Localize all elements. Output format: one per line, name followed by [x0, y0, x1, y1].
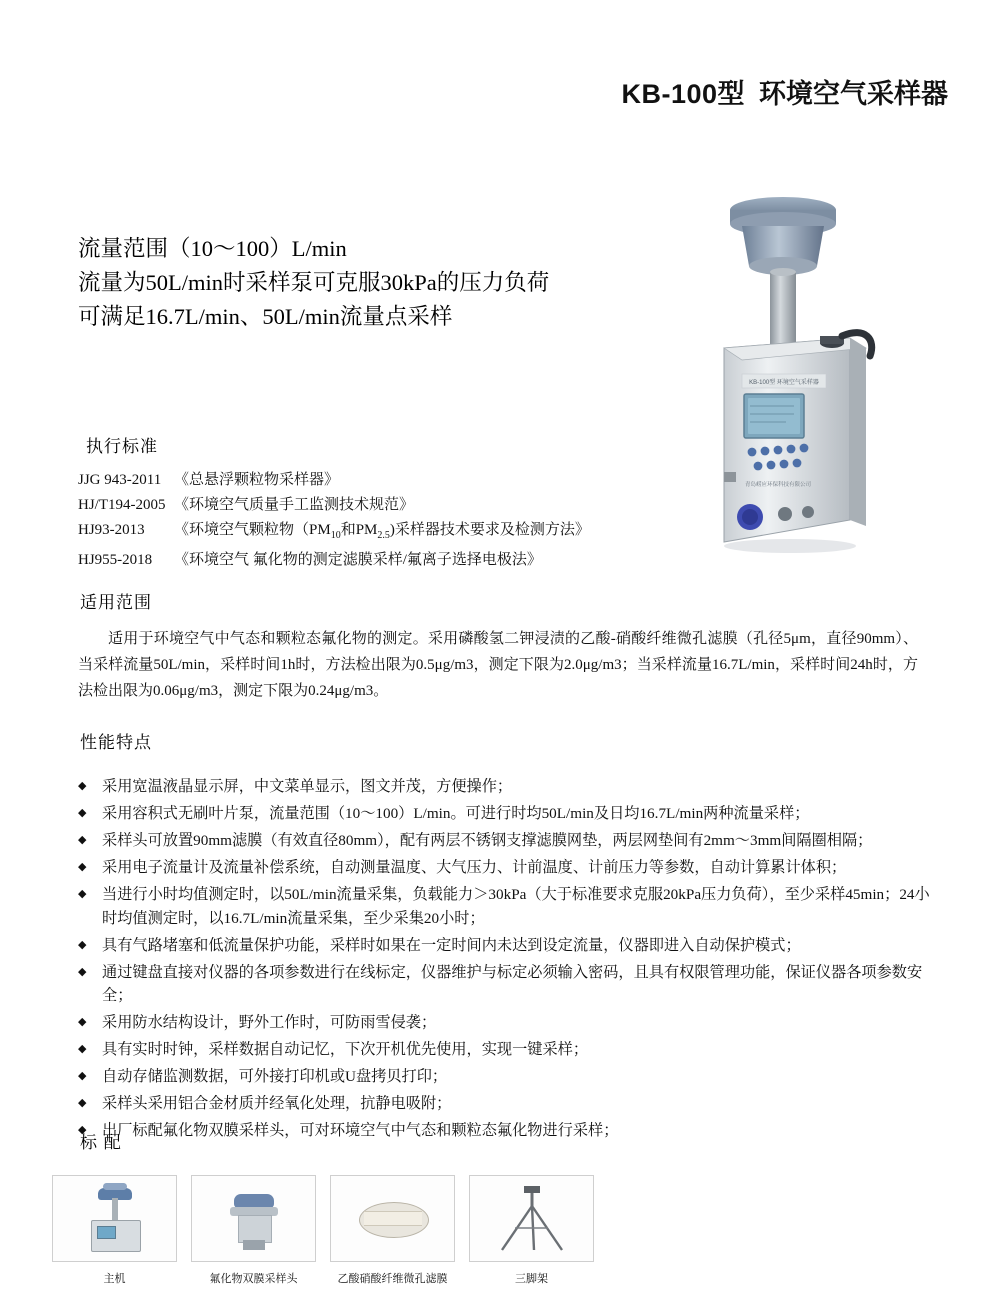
diamond-bullet-icon: ◆ [78, 938, 87, 951]
filter-membrane-band-icon [364, 1211, 422, 1226]
diamond-bullet-icon: ◆ [78, 965, 87, 978]
sampler-stem-icon [112, 1198, 118, 1222]
config-thumbnail [330, 1175, 455, 1262]
page-title [621, 72, 948, 111]
feature-text: 具有实时时钟，采样数据自动记忆，下次开机优先使用，实现一键采样； [102, 1041, 588, 1058]
feature-item [78, 1038, 933, 1062]
headline-line-2: 流量为50L/min时采样泵可克服30kPa的压力负荷 [78, 270, 550, 295]
sampling-head-body-icon [238, 1215, 272, 1243]
config-item [469, 1175, 594, 1286]
standard-code: JJG 943-2011 [78, 472, 162, 488]
feature-text: 采用防水结构设计，野外工作时，可防雨雪侵袭； [102, 1014, 437, 1031]
features-heading: 性能特点 [80, 733, 152, 752]
sampling-head-icon [234, 1194, 274, 1208]
config-item [330, 1175, 455, 1286]
feature-text: 采样头采用铝合金材质并经氧化处理，抗静电吸附； [102, 1095, 452, 1112]
config-item-label: 乙酸硝酸纤维微孔滤膜 [337, 1273, 448, 1285]
standards-heading: 执行标准 [86, 437, 158, 456]
feature-text: 出厂标配氟化物双膜采样头，可对环境空气中气态和颗粒态氟化物进行采样； [102, 1122, 619, 1139]
headline-line-1: 流量范围（10～100）L/min [78, 236, 347, 261]
config-thumbnail [52, 1175, 177, 1262]
feature-item [78, 1065, 933, 1089]
config-item-label: 主机 [103, 1273, 126, 1285]
diamond-bullet-icon: ◆ [78, 888, 87, 900]
feature-item [78, 1011, 933, 1035]
headline-line-3: 可满足16.7L/min、50L/min流量点采样 [78, 304, 453, 329]
standard-row [78, 493, 918, 518]
feature-text: 采用电子流量计及流量补偿系统，自动测量温度、大气压力、计前温度、计前压力等参数，自动计算累计体积； [102, 859, 847, 876]
feature-item [78, 1119, 933, 1143]
product-name: 环境空气采样器 [759, 79, 948, 109]
feature-item [78, 775, 933, 799]
feature-text: 采用宽温液晶显示屏，中文菜单显示，图文并茂，方便操作； [102, 778, 513, 795]
feature-text: 采样头可放置90mm滤膜（有效直径80mm），配有两层不锈钢支撑滤膜网垫，两层网垫间有2mm～3mm间隔圈相隔； [102, 832, 873, 849]
config-item-label: 氟化物双膜采样头 [209, 1273, 298, 1285]
feature-text: 采用容积式无刷叶片泵，流量范围（10～100）L/min。可进行时均50L/min及日均16.7L/min两种流量采样； [102, 805, 810, 822]
standard-name: 《总悬浮颗粒物采样器》 [174, 472, 340, 488]
config-thumbnail [469, 1175, 594, 1262]
feature-item [78, 934, 933, 958]
diamond-bullet-icon: ◆ [78, 1124, 87, 1136]
feature-text: 具有气路堵塞和低流量保护功能，采样时如果在一定时间内未达到设定流量，仪器即进入自动保护模式； [102, 936, 801, 954]
standard-name: 《环境空气颗粒物（$PM_{10}$和$PM_{2.5}$)采样器技术要求及检测方法》 [174, 522, 590, 541]
config-items [52, 1175, 952, 1286]
svg-text:青岛崂应环保科技有限公司: 青岛崂应环保科技有限公司 [744, 482, 812, 488]
diamond-bullet-icon: ◆ [78, 1016, 87, 1028]
standard-code: HJ93-2013 [78, 522, 145, 538]
diamond-bullet-icon: ◆ [78, 1070, 87, 1082]
scope-paragraph: 适用于环境空气中气态和颗粒态氟化物的测定。采用磷酸氢二钾浸渍的乙酸-硝酸纤维微孔滤膜（孔径5μm，直径90mm）、当采样流量50L/min，采样时间1h时，方法检出限为0.5μg/m3，测定下限为2.0μg/m3；当采样流量16.7L/min，采样时间24h时，方法检出限为0.06μg/m3，测定下限为0.24μg/m3。 [78, 631, 918, 699]
config-item [52, 1175, 177, 1286]
standard-code: HJ/T194-2005 [78, 497, 166, 513]
standard-name: 《环境空气 氟化物的测定滤膜采样/氟离子选择电极法》 [174, 552, 542, 568]
svg-text:KB-100型 环境空气采样器: KB-100型 环境空气采样器 [749, 380, 819, 386]
feature-text: 通过键盘直接对仪器的各项参数进行在线标定，仪器维护与标定必须输入密码，且具有权限管理功能，保证仪器各项参数安全； [102, 963, 923, 1004]
feature-item [78, 856, 933, 880]
config-thumbnail [191, 1175, 316, 1262]
diamond-bullet-icon: ◆ [78, 1043, 87, 1055]
feature-text: 当进行小时均值测定时，以50L/min流量采集，负载能力＞30kPa（大于标准要求克服20kPa压力负荷），至少采样45min；24小时均值测定时，以16.7L/min流量采集，至少采集20小时； [102, 886, 930, 927]
feature-item [78, 883, 933, 930]
diamond-bullet-icon: ◆ [78, 780, 87, 792]
diamond-bullet-icon: ◆ [78, 1097, 87, 1109]
feature-text: 自动存储监测数据，可外接打印机或U盘拷贝打印； [102, 1068, 448, 1085]
features-list [78, 775, 933, 1146]
standard-row [78, 468, 918, 493]
sampler-cap-icon [103, 1183, 127, 1190]
feature-item [78, 961, 933, 1008]
feature-item [78, 829, 933, 853]
standards-list [78, 468, 918, 573]
sampling-head-base-icon [243, 1240, 265, 1250]
headline-specs [78, 232, 678, 334]
diamond-bullet-icon: ◆ [78, 834, 87, 846]
standard-row [78, 548, 918, 573]
product-model: KB-100型 [621, 79, 745, 109]
feature-item [78, 802, 933, 826]
tripod-icon [470, 1176, 593, 1261]
config-item-label: 三脚架 [515, 1273, 548, 1285]
standard-code: HJ955-2018 [78, 552, 153, 568]
standard-name: 《环境空气质量手工监测技术规范》 [174, 497, 415, 513]
diamond-bullet-icon: ◆ [78, 861, 87, 873]
scope-heading: 适用范围 [80, 593, 152, 612]
config-heading: 标 配 [80, 1133, 122, 1152]
standard-row [78, 518, 918, 548]
diamond-bullet-icon: ◆ [78, 807, 87, 819]
sampler-screen-icon [97, 1226, 116, 1239]
feature-item [78, 1092, 933, 1116]
config-item [191, 1175, 316, 1286]
